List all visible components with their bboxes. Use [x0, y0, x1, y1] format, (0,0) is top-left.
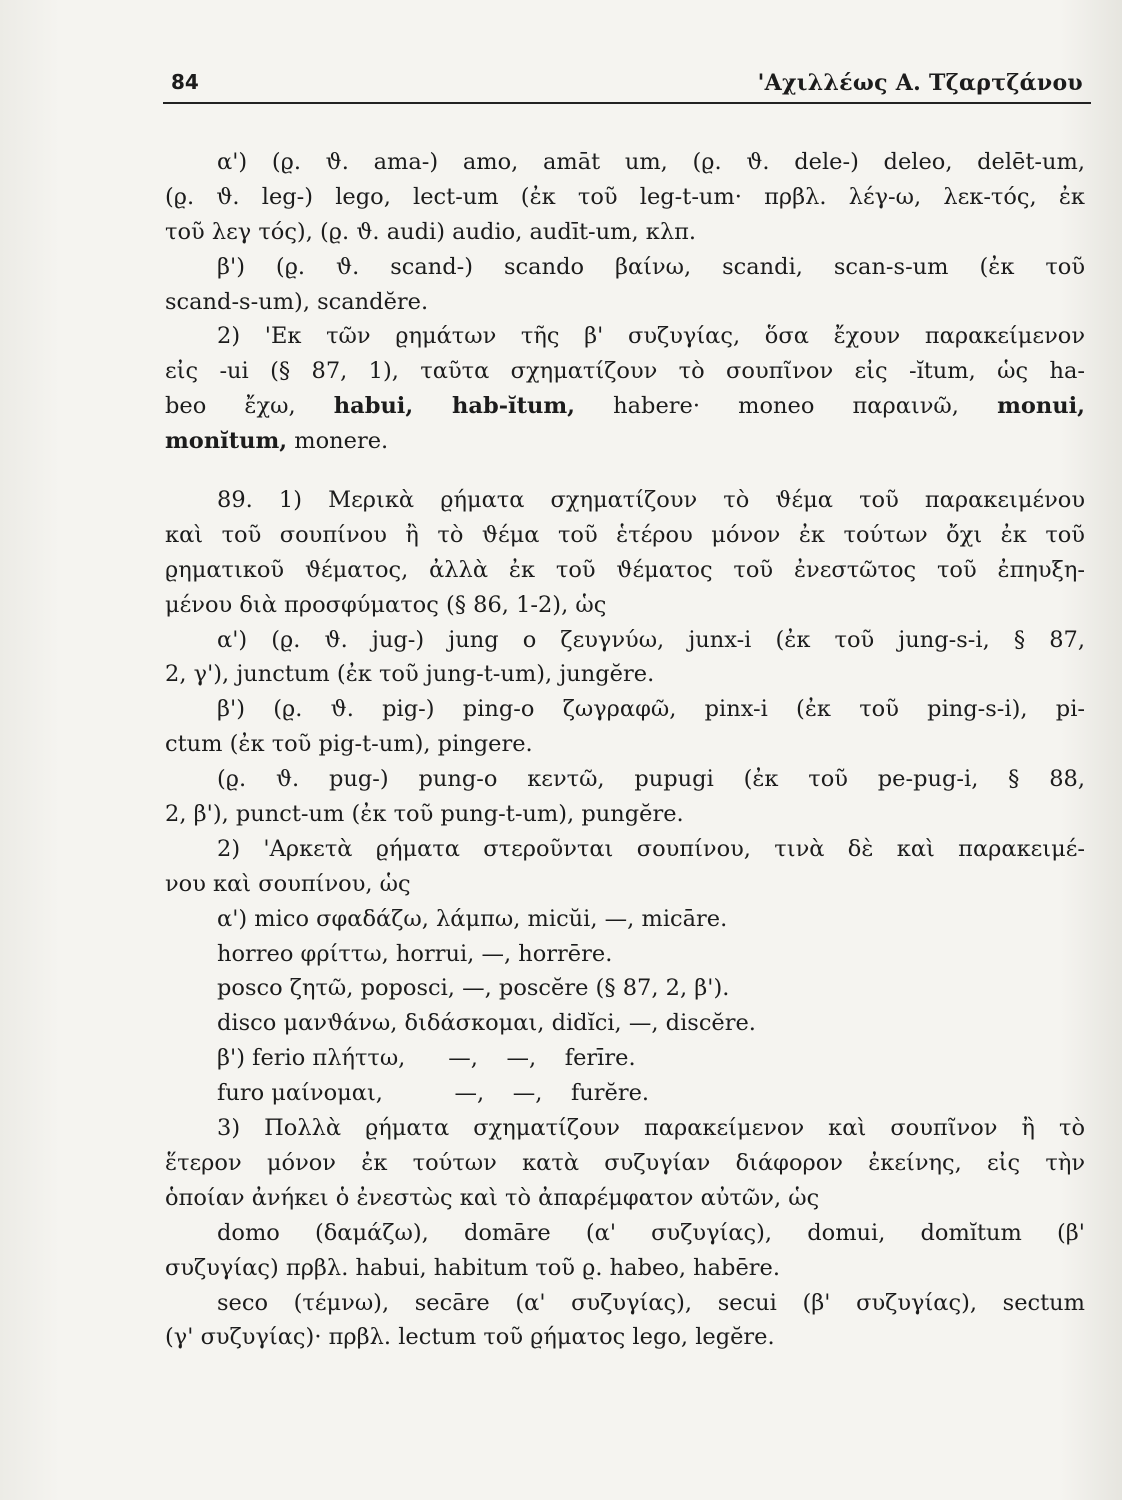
text-line: disco μανϑάνω, διδάσκομαι, didĭci, —, discĕre.	[217, 1010, 756, 1037]
text-line	[165, 424, 1085, 459]
text-line: furo μαίνομαι, —, —, furĕre.	[217, 1080, 650, 1107]
text-line: α') mico σφαδάζω, λάμπω, micŭi, —, micāre.	[217, 905, 728, 932]
text-line: ctum (ἐκ τοῦ pig-t-um), pingere.	[165, 731, 533, 758]
body-text	[165, 145, 1085, 1355]
text-line: μένου διὰ προσφύματος (§ 86, 1-2), ὡς	[165, 591, 607, 618]
text-line: horreo φρίττω, horrui, —, horrēre.	[217, 940, 613, 967]
text-line: (ϱ. ϑ. pug-) pung-o κεντῶ, pupugi (ἐκ τοῦ pe-pug-i, § 88,	[217, 766, 1085, 793]
paragraph-gap	[165, 459, 1085, 483]
text-line: β') (ϱ. ϑ. scand-) scando βαίνω, scandi, scan-s-um (ἐκ τοῦ	[217, 253, 1085, 280]
text-line: seco (τέμνω), secāre (α' συζυγίας), secui (β' συζυγίας), sectum	[217, 1289, 1085, 1316]
text-line: 3) Πολλὰ ϱήματα σχηματίζουν παρακείμενον καὶ σουπῖνον ἢ τὸ	[217, 1115, 1085, 1142]
text-line: καὶ τοῦ σουπίνου ἢ τὸ ϑέμα τοῦ ἑτέρου μόνον ἐκ τούτων ὄχι ἐκ τοῦ	[165, 521, 1085, 548]
text-line	[165, 389, 1085, 424]
text-line: β') (ϱ. ϑ. pig-) ping-o ζωγραφῶ, pinx-i (ἐκ τοῦ ping-s-i), pi-	[217, 696, 1085, 723]
text-line: 2) 'Εκ τῶν ϱημάτων τῆς β' συζυγίας, ὅσα ἔχουν παρακείμενον	[217, 323, 1085, 350]
bold-form: monĭtum,	[165, 428, 288, 455]
page-header	[163, 70, 1091, 104]
text-line: (ϱ. ϑ. leg-) lego, lect-um (ἐκ τοῦ leg-t-um· πρβλ. λέγ-ω, λεκ-τός, ἐκ	[165, 183, 1085, 210]
text-line: α') (ϱ. ϑ. jug-) jung o ζευγνύω, junx-i (ἐκ τοῦ jung-s-i, § 87,	[217, 626, 1085, 653]
page-number: 84	[171, 70, 199, 94]
text-line: 2, β'), punct-um (ἐκ τοῦ pung-t-um), pungĕre.	[165, 801, 684, 828]
text-line: ἕτερον μόνον ἐκ τούτων κατὰ συζυγίαν διάφορον ἐκείνης, εἰς τὴν	[165, 1149, 1085, 1176]
text-line: domo (δαμάζω), domāre (α' συζυγίας), domui, domĭtum (β'	[217, 1219, 1085, 1246]
section-line: 89. 1) Μερικὰ ϱήματα σχηματίζουν τὸ ϑέμα τοῦ παρακειμένου	[217, 487, 1085, 514]
text-line: 2, γ'), junctum (ἐκ τοῦ jung-t-um), jungĕre.	[165, 661, 655, 688]
text-line: ὁποίαν ἀνήκει ὁ ἐνεστὼς καὶ τὸ ἀπαρέμφατον αὐτῶν, ὡς	[165, 1184, 820, 1211]
text-line: 2) 'Αρκετὰ ϱήματα στεροῦνται σουπίνου, τινὰ δὲ καὶ παρακειμέ-	[217, 835, 1085, 862]
running-title: 'Αχιλλέως Α. Τζαρτζάνου	[757, 70, 1083, 96]
bold-form: habui, hab-ĭtum,	[333, 393, 575, 420]
text-line: β') ferio πλήττω, —, —, ferīre.	[217, 1045, 636, 1072]
text-line: νου καὶ σουπίνου, ὡς	[165, 870, 411, 897]
text-line: (γ' συζυγίας)· πρβλ. lectum τοῦ ϱήματος lego, legĕre.	[165, 1324, 775, 1351]
text-line: τοῦ λεγ τός), (ϱ. ϑ. audi) audio, audīt-um, κλπ.	[165, 218, 697, 245]
text-line: α') (ϱ. ϑ. ama-) amo, amāt um, (ϱ. ϑ. dele-) deleo, delēt-um,	[217, 149, 1085, 175]
text-span: monere.	[287, 428, 389, 455]
text-span: habere· moneo παραινῶ,	[574, 393, 998, 420]
text-line: συζυγίας) πρβλ. habui, habitum τοῦ ϱ. habeo, habēre.	[165, 1254, 780, 1281]
text-line: posco ζητῶ, poposci, —, poscĕre (§ 87, 2, β').	[217, 975, 730, 1002]
bold-form: monui,	[997, 393, 1085, 420]
text-span: beo ἔχω,	[165, 393, 334, 420]
text-line: εἰς -ui (§ 87, 1), ταῦτα σχηματίζουν τὸ σουπῖνον εἰς -ĭtum, ὡς ha-	[165, 358, 1085, 385]
text-line: scand-s-um), scandĕre.	[165, 288, 429, 315]
text-line: ϱηματικοῦ ϑέματος, ἀλλὰ ἐκ τοῦ ϑέματος τοῦ ἐνεστῶτος τοῦ ἐπηυξη-	[165, 556, 1085, 583]
